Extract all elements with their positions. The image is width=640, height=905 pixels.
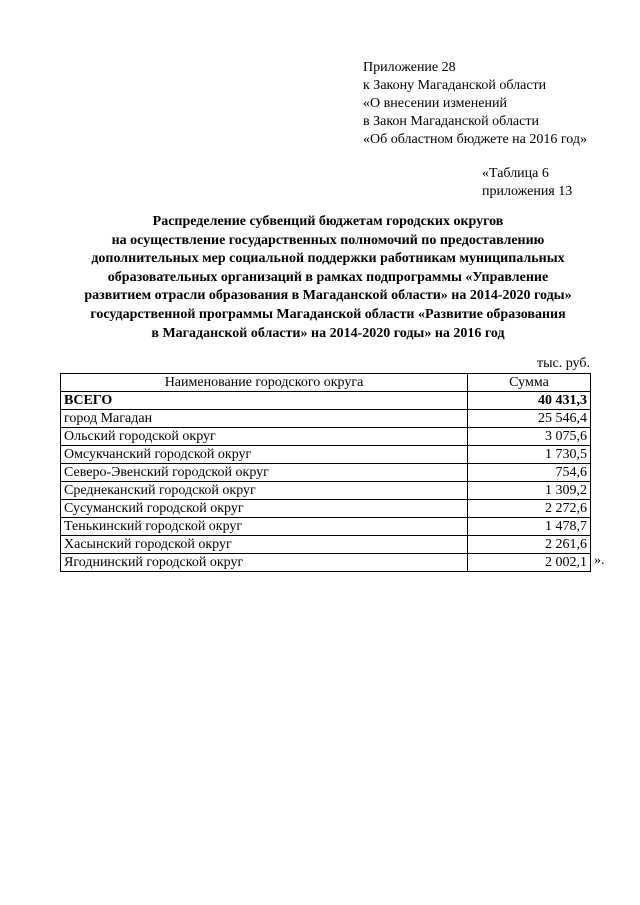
appendix-line: к Закону Магаданской области: [363, 78, 547, 93]
table-row: [61, 536, 591, 554]
cell-amount: 25 546,4: [468, 410, 591, 428]
cell-amount: 1 309,2: [468, 482, 591, 500]
cell-name: Хасынский городской округ: [61, 536, 468, 554]
cell-name: ВСЕГО: [61, 392, 468, 410]
cell-name: Омсукчанский городской округ: [61, 446, 468, 464]
cell-amount: 2 272,6: [468, 500, 591, 518]
cell-amount: 2 002,1: [468, 554, 591, 572]
unit-label: тыс. руб.: [537, 356, 590, 371]
table-row: [61, 410, 591, 428]
cell-name: город Магадан: [61, 410, 468, 428]
cell-amount: 40 431,3: [468, 392, 591, 410]
column-header-name: Наименование городского округа: [61, 374, 468, 392]
table-row: [61, 482, 591, 500]
appendix-header: [363, 59, 587, 149]
cell-name: Тенькинский городской округ: [61, 518, 468, 536]
cell-name: Сусуманский городской округ: [61, 500, 468, 518]
cell-amount: 1 478,7: [468, 518, 591, 536]
column-header-amount: Сумма: [468, 374, 591, 392]
table-reference: [482, 165, 572, 201]
title-line: государственной программы Магаданской области «Развитие образования: [90, 306, 566, 322]
table-row: [61, 518, 591, 536]
table-reference-line: приложения 13: [482, 184, 573, 199]
title-line: развитием отрасли образования в Магаданской области» на 2014-2020 годы»: [84, 288, 572, 304]
cell-name: Среднеканский городской округ: [61, 482, 468, 500]
title-line: на осуществление государственных полномочий по предоставлению: [111, 232, 545, 248]
subsidy-table: [60, 373, 591, 572]
cell-name: Северо-Эвенский городской округ: [61, 464, 468, 482]
title-line: дополнительных мер социальной поддержки работникам муниципальных: [91, 251, 565, 267]
appendix-line: «Об областном бюджете на 2016 год»: [363, 132, 587, 147]
table-row: [61, 464, 591, 482]
title-line: в Магаданской области» на 2014-2020 годы» на 2016 год: [151, 325, 505, 341]
table-row: [61, 500, 591, 518]
table-row: [61, 446, 591, 464]
title-line: образовательных организаций в рамках подпрограммы «Управление: [107, 269, 549, 285]
table-reference-line: «Таблица 6: [482, 166, 549, 181]
cell-amount: 2 261,6: [468, 536, 591, 554]
cell-name: Ольский городской округ: [61, 428, 468, 446]
cell-name: Ягоднинский городской округ: [61, 554, 468, 572]
table-header-row: [61, 374, 591, 392]
table-row: [61, 554, 591, 572]
cell-amount: 1 730,5: [468, 446, 591, 464]
cell-amount: 754,6: [468, 464, 591, 482]
appendix-line: Приложение 28: [363, 60, 456, 75]
appendix-line: в Закон Магаданской области: [363, 114, 539, 129]
table-row-total: [61, 392, 591, 410]
title-line: Распределение субвенций бюджетам городских округов: [152, 214, 504, 229]
appendix-line: «О внесении изменений: [363, 96, 507, 111]
document-title: [56, 213, 600, 343]
table-row: [61, 428, 591, 446]
cell-amount: 3 075,6: [468, 428, 591, 446]
closing-quote-mark: ».: [594, 553, 605, 568]
